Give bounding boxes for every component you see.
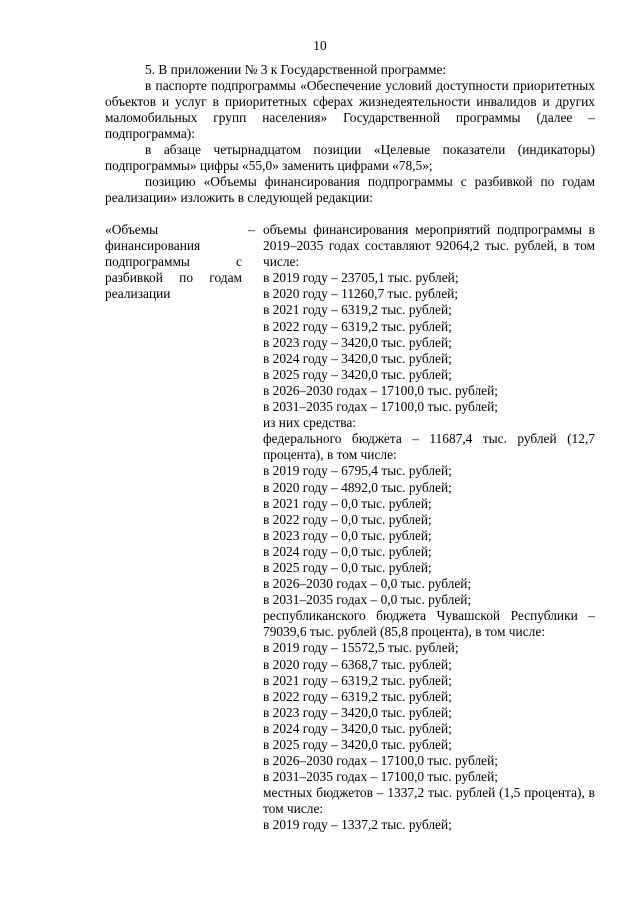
page-number: 10 — [313, 38, 327, 53]
financing-line: объемы финансирования мероприятий подпрограммы в 2019–2035 годах составляют 92064,2 тыс. рублей, в том числе: — [263, 222, 595, 270]
financing-line: федерального бюджета – 11687,4 тыс. рублей (12,7 процента), в том числе: — [263, 431, 595, 463]
position-label: «Объемы финансирования подпрограммы с разбивкой по годам реализации — [105, 222, 242, 301]
financing-line: в 2020 году – 11260,7 тыс. рублей; — [263, 286, 459, 302]
financing-line: в 2020 году – 6368,7 тыс. рублей; — [263, 656, 452, 672]
financing-line: в 2031–2035 годах – 0,0 тыс. рублей; — [263, 592, 472, 608]
financing-line: в 2023 году – 0,0 тыс. рублей; — [263, 527, 432, 543]
amendment-financing: позицию «Объемы финансирования подпрограммы с разбивкой по годам реализации» изложить в следующей редакции: — [105, 174, 595, 205]
amendment-indicators: в абзаце четырнадцатом позиции «Целевые показатели (индикаторы) подпрограммы» цифры «55,0» заменить цифрами «78,5»; — [105, 142, 595, 173]
financing-line: в 2024 году – 3420,0 тыс. рублей; — [263, 350, 452, 366]
financing-line: в 2024 году – 0,0 тыс. рублей; — [263, 543, 432, 559]
financing-line: в 2021 году – 6319,2 тыс. рублей; — [263, 672, 452, 688]
financing-line: в 2020 году – 4892,0 тыс. рублей; — [263, 479, 452, 495]
financing-line: в 2024 году – 3420,0 тыс. рублей; — [263, 720, 452, 736]
financing-line: в 2021 году – 6319,2 тыс. рублей; — [263, 302, 452, 318]
amendment-point: 5. В приложении № 3 к Государственной программе: — [145, 62, 447, 77]
financing-line: в 2023 году – 3420,0 тыс. рублей; — [263, 334, 452, 350]
financing-line: в 2021 году – 0,0 тыс. рублей; — [263, 495, 432, 511]
financing-line: в 2025 году – 3420,0 тыс. рублей; — [263, 366, 452, 382]
financing-line: из них средства: — [263, 415, 357, 431]
intro-text — [105, 62, 595, 206]
financing-line: в 2026–2030 годах – 0,0 тыс. рублей; — [263, 576, 472, 592]
amendment-passport: в паспорте подпрограммы «Обеспечение условий доступности приоритетных объектов и услуг в приоритетных сферах жизнедеятельности инвалидов и других маломобильных групп населения» Государственной программы (далее – подпрограмма): — [105, 78, 595, 141]
financing-line: в 2023 году – 3420,0 тыс. рублей; — [263, 704, 452, 720]
financing-line: в 2025 году – 0,0 тыс. рублей; — [263, 559, 432, 575]
financing-line: в 2019 году – 23705,1 тыс. рублей; — [263, 270, 459, 286]
financing-line: в 2022 году – 0,0 тыс. рублей; — [263, 511, 432, 527]
financing-line: в 2022 году – 6319,2 тыс. рублей; — [263, 688, 452, 704]
financing-values — [263, 222, 595, 834]
financing-line: в 2026–2030 годах – 17100,0 тыс. рублей; — [263, 382, 498, 398]
financing-line: в 2022 году – 6319,2 тыс. рублей; — [263, 318, 452, 334]
financing-line: в 2031–2035 годах – 17100,0 тыс. рублей; — [263, 399, 498, 415]
financing-line: в 2019 году – 6795,4 тыс. рублей; — [263, 463, 452, 479]
financing-line: местных бюджетов – 1337,2 тыс. рублей (1,5 процента), в том числе: — [263, 785, 595, 817]
financing-line: в 2019 году – 15572,5 тыс. рублей; — [263, 640, 459, 656]
financing-line: в 2019 году – 1337,2 тыс. рублей; — [263, 817, 452, 833]
financing-line: в 2026–2030 годах – 17100,0 тыс. рублей; — [263, 753, 498, 769]
financing-line: в 2025 году – 3420,0 тыс. рублей; — [263, 737, 452, 752]
position-dash: – — [248, 222, 255, 237]
financing-line: республиканского бюджета Чувашской Республики – 79039,6 тыс. рублей (85,8 процента), в том числе: — [263, 608, 595, 640]
financing-line: в 2031–2035 годах – 17100,0 тыс. рублей; — [263, 769, 498, 785]
